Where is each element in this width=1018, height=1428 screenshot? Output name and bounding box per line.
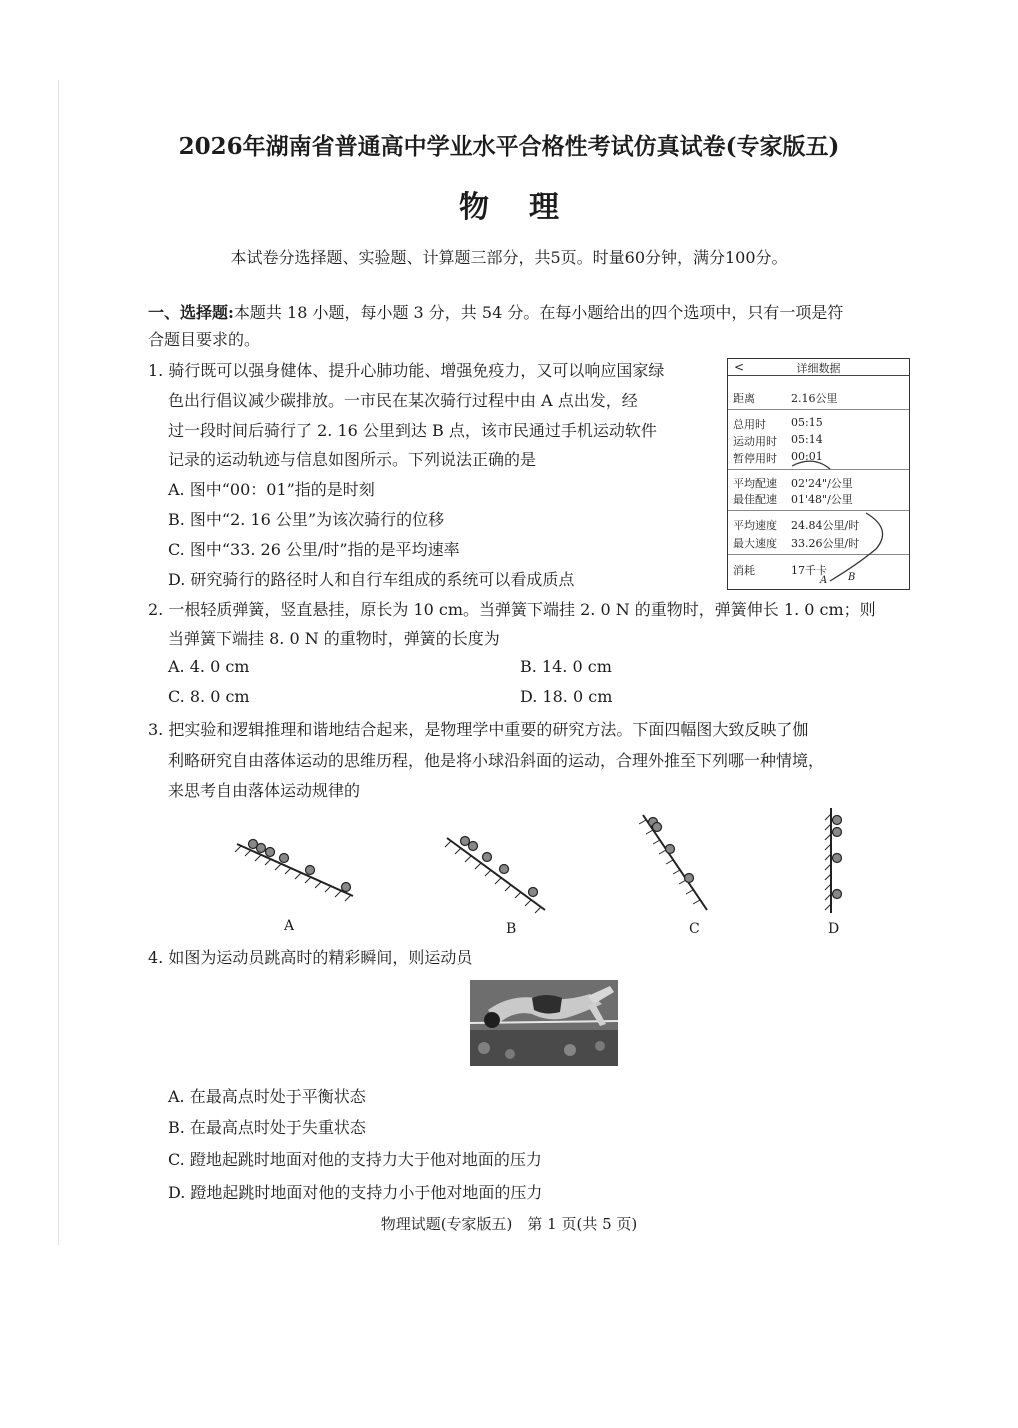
q3-line2: 利略研究自由落体运动的思维历程，他是将小球沿斜面的运动，合理外推至下列哪一种情境， xyxy=(168,751,825,770)
q2-option-a: A. 4. 0 cm xyxy=(168,657,250,676)
panel-key: 运动用时 xyxy=(733,435,777,448)
incline-a xyxy=(235,840,353,902)
panel-key: 最大速度 xyxy=(733,537,777,550)
incline-c xyxy=(639,815,707,910)
incline-caption-c: C xyxy=(689,921,700,937)
panel-key: 距离 xyxy=(733,392,755,405)
q1-option-c: C. 图中“33. 26 公里/时”指的是平均速率 xyxy=(168,540,460,559)
section1-line1 xyxy=(148,300,843,323)
panel-value: 05:14 xyxy=(791,433,823,446)
incline-caption-b: B xyxy=(506,921,517,937)
incline-d xyxy=(825,808,842,913)
galileo-incline-diagrams xyxy=(225,800,875,925)
panel-key: 总用时 xyxy=(733,418,766,431)
q1-line4: 记录的运动轨迹与信息如图所示。下列说法正确的是 xyxy=(168,450,537,469)
panel-key: 暂停用时 xyxy=(733,452,777,465)
q1-line1: 1. 骑行既可以强身健体、提升心肺功能、增强免疫力，又可以响应国家绿 xyxy=(148,361,665,380)
panel-key: 消耗 xyxy=(733,564,755,577)
panel-value: 00:01 xyxy=(791,450,823,463)
track-point-a: A xyxy=(820,575,828,586)
q1-option-d: D. 研究骑行的路径时人和自行车组成的系统可以看成质点 xyxy=(168,570,575,589)
q4-option-c: C. 蹬地起跳时地面对他的支持力大于他对地面的压力 xyxy=(168,1150,542,1169)
track-point-b: B xyxy=(848,572,856,583)
panel-value: 33.26公里/时 xyxy=(791,537,860,550)
section1-text: 本题共 18 小题，每小题 3 分，共 54 分。在每小题给出的四个选项中，只有一项是符 xyxy=(233,303,844,322)
q4-option-d: D. 蹬地起跳时地面对他的支持力小于他对地面的压力 xyxy=(168,1183,543,1202)
q1-option-b: B. 图中“2. 16 公里”为该次骑行的位移 xyxy=(168,510,445,529)
q2-option-b: B. 14. 0 cm xyxy=(520,657,612,676)
panel-value: 17千卡 xyxy=(791,564,827,577)
subject-title: 物理 xyxy=(459,190,599,225)
q3-line1: 3. 把实验和逻辑推理和谐地结合起来，是物理学中重要的研究方法。下面四幅图大致反映了伽 xyxy=(148,720,809,739)
q1-line3: 过一段时间后骑行了 2. 16 公里到达 B 点，该市民通过手机运动软件 xyxy=(168,421,657,440)
exam-title: 2026年湖南省普通高中学业水平合格性考试仿真试卷(专家版五) xyxy=(178,133,840,160)
panel-value: 02'24"/公里 xyxy=(791,477,853,490)
panel-key: 平均速度 xyxy=(733,519,777,532)
section1-heading: 一、选择题: xyxy=(148,303,234,322)
panel-value: 05:15 xyxy=(791,416,823,429)
panel-value: 01'48"/公里 xyxy=(791,493,853,506)
panel-key: 最佳配速 xyxy=(733,493,777,506)
q2-option-d: D. 18. 0 cm xyxy=(520,687,613,706)
incline-caption-d: D xyxy=(828,921,840,937)
panel-title: 详细数据 xyxy=(796,362,841,375)
panel-value: 24.84公里/时 xyxy=(791,519,860,532)
page-footer: 物理试题(专家版五) 第 1 页(共 5 页) xyxy=(380,1215,638,1233)
q4-line1: 4. 如图为运动员跳高时的精彩瞬间，则运动员 xyxy=(148,948,473,967)
q1-line2: 色出行倡议减少碳排放。一市民在某次骑行过程中由 A 点出发，经 xyxy=(168,391,638,410)
q2-line1: 2. 一根轻质弹簧，竖直悬挂，原长为 10 cm。当弹簧下端挂 2. 0 N 的重物时，弹簧伸长 1. 0 cm；则 xyxy=(148,600,876,619)
q4-option-b: B. 在最高点时处于失重状态 xyxy=(168,1118,366,1137)
high-jump-photo xyxy=(470,980,618,1066)
section1-line2: 合题目要求的。 xyxy=(148,330,261,349)
incline-b xyxy=(445,837,545,914)
q1-option-a: A. 图中“00：01”指的是时刻 xyxy=(168,480,375,499)
incline-caption-a: A xyxy=(284,918,295,934)
panel-key: 平均配速 xyxy=(733,477,777,490)
ride-track-icon xyxy=(728,359,911,591)
back-arrow-icon: < xyxy=(734,360,745,374)
high-jumper-image xyxy=(470,980,618,1066)
q2-line2: 当弹簧下端挂 8. 0 N 的重物时，弹簧的长度为 xyxy=(168,629,500,648)
q4-option-a: A. 在最高点时处于平衡状态 xyxy=(168,1087,366,1106)
q2-option-c: C. 8. 0 cm xyxy=(168,687,250,706)
q3-line3: 来思考自由落体运动规律的 xyxy=(168,781,361,800)
ride-data-panel xyxy=(727,358,910,590)
exam-intro: 本试卷分选择题、实验题、计算题三部分，共5页。时量60分钟，满分100分。 xyxy=(230,248,788,267)
panel-value: 2.16公里 xyxy=(791,392,838,405)
